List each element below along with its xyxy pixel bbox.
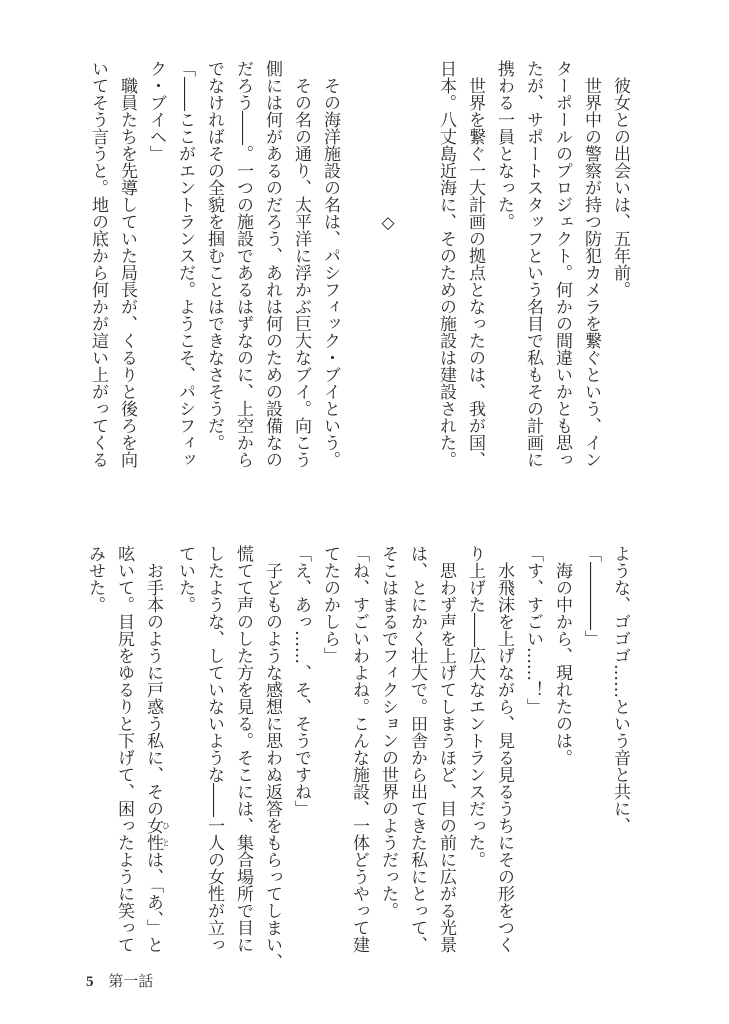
page-footer xyxy=(86,970,153,991)
text-segment: は、「あ、」と xyxy=(143,851,163,953)
text-line: 「す、すごい……！」 xyxy=(523,545,543,715)
text-line: ターポールのプロジェクト。何かの間違いかとも思っ xyxy=(552,60,572,468)
text-line: その海洋施設の名は、パシフィック・ブイという。 xyxy=(320,60,340,468)
text-line: てたのかしら」 xyxy=(320,545,340,664)
text-line: 「――――」 xyxy=(581,545,601,647)
ruby-word xyxy=(143,817,171,851)
text-line: 思わず声を上げてしまうほど、目の前に広がる光景 xyxy=(436,545,456,953)
text-line: 世界中の警察が持つ防犯カメラを繋ぐという、イン xyxy=(581,60,601,468)
text-line: 慌てて声のした方を見る。そこには、集合場所で目に xyxy=(233,545,253,953)
text-line: 世界を繋ぐ一大計画の拠点となったのは、我が国、 xyxy=(465,60,485,468)
text-line: ような、ゴゴゴ……という音と共に、 xyxy=(610,545,630,834)
page-number: 5 xyxy=(86,974,94,990)
text-line: その名の通り、太平洋に浮かぶ巨大なブイ。向こう xyxy=(291,60,311,468)
chapter-title: 第一話 xyxy=(108,972,154,990)
text-line: 海の中から、現れたのは。 xyxy=(552,545,572,766)
text-line: いてそう言うと。地の底から何かが這い上がってくる xyxy=(88,60,108,468)
text-line xyxy=(138,545,170,960)
top-text-block xyxy=(89,60,634,500)
text-line: したような、していないような――一人の女性が立っ xyxy=(204,545,224,953)
text-line: り上げた――広大なエントランスだった。 xyxy=(465,545,485,868)
text-line xyxy=(344,60,373,500)
text-line: 日本。八丈島近海に、そのための施設は建設された。 xyxy=(436,60,456,468)
text-line xyxy=(402,60,431,500)
ruby-base: 女性 xyxy=(143,817,163,851)
text-line: だろう――。一つの施設であるはずなのに、上空から xyxy=(233,60,253,468)
text-line: 側には何があるのだろう、あれは何のための設備なの xyxy=(262,60,282,468)
text-line: そこはまるでフィクションの世界のようだった。 xyxy=(378,545,398,919)
text-line: みせた。 xyxy=(85,545,105,613)
text-line: ていた。 xyxy=(175,545,195,613)
text-line: 子どものような感想に思わぬ返答をもらってしまい、 xyxy=(262,545,282,970)
text-line: は、とにかく壮大で。田舎から出てきた私にとって、 xyxy=(407,545,427,953)
text-line: 「え、あっ……、そ、そうですね」 xyxy=(291,545,311,817)
text-line: 呟いて。目尻をゆるりと下げて、困ったように笑って xyxy=(114,545,134,953)
text-line: 「ね、すごいわよね。こんな施設、一体どうやって建 xyxy=(349,545,369,953)
text-segment: お手本のように戸惑う私に、その xyxy=(143,545,163,817)
text-line: 水飛沫を上げながら、見る見るうちにその形をつく xyxy=(494,545,514,953)
text-line: でなければその全貌を掴むことはできなさそうだ。 xyxy=(204,60,224,451)
text-line: ク・ブイへ」 xyxy=(146,60,166,162)
text-line: 職員たちを先導していた局長が、くるりと後ろを向 xyxy=(117,60,137,468)
text-line: たが、サポートスタッフという名目で私もその計画に xyxy=(523,60,543,468)
text-line: 携わる一員となった。 xyxy=(494,60,514,230)
bottom-text-block xyxy=(85,545,634,970)
text-line: 彼女との出会いは、五年前。 xyxy=(610,60,630,298)
section-break-diamond: ◇ xyxy=(378,60,398,233)
text-line: 「――ここがエントランスだ。ようこそ、パシフィッ xyxy=(175,60,195,468)
ruby-reading: ひと xyxy=(161,817,171,851)
